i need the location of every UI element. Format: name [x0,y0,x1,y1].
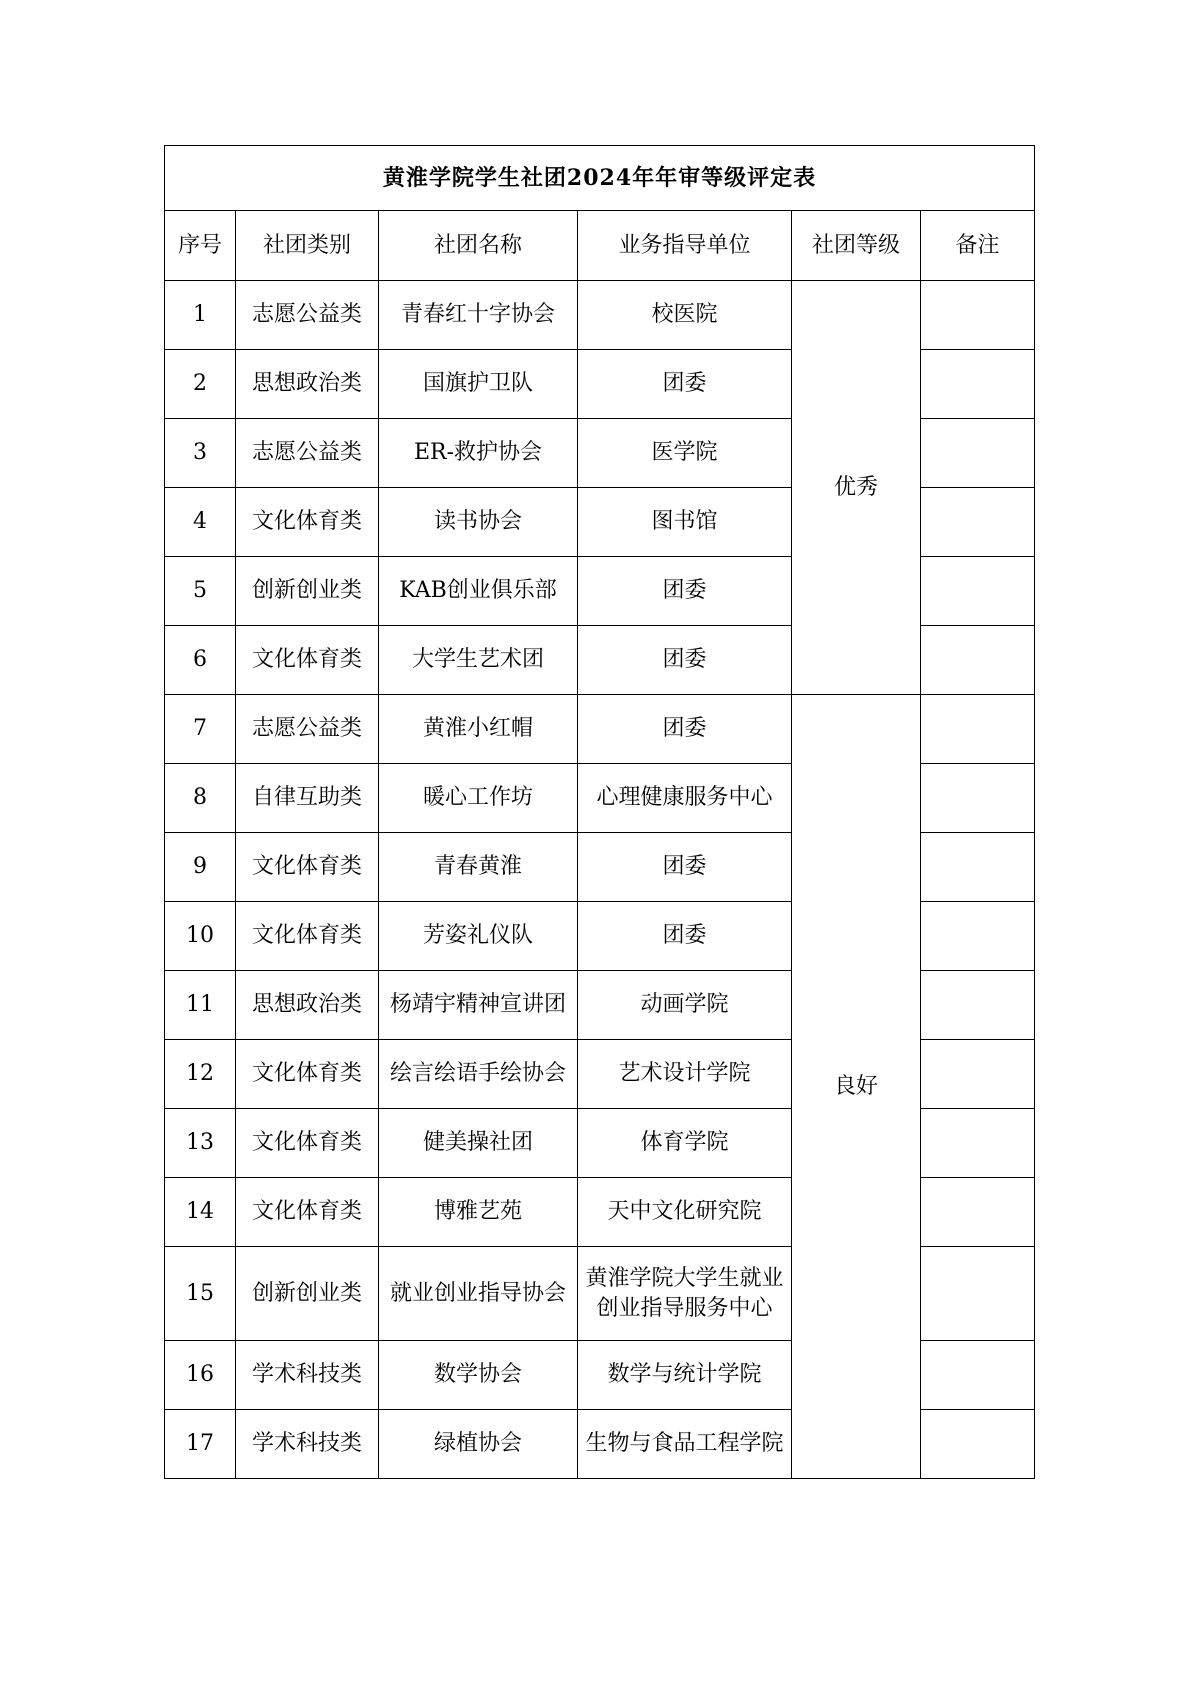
header-remark: 备注 [921,211,1035,281]
header-unit: 业务指导单位 [578,211,792,281]
header-name: 社团名称 [379,211,578,281]
row-category: 文化体育类 [236,626,379,695]
row-number: 10 [165,902,236,971]
row-number: 1 [165,281,236,350]
row-number: 11 [165,971,236,1040]
header-category: 社团类别 [236,211,379,281]
row-club-name: 黄淮小红帽 [379,695,578,764]
row-club-name: 青春黄淮 [379,833,578,902]
row-number: 7 [165,695,236,764]
row-remark [921,1178,1035,1247]
row-guidance-unit: 校医院 [578,281,792,350]
row-club-name: 大学生艺术团 [379,626,578,695]
row-category: 文化体育类 [236,833,379,902]
row-remark [921,902,1035,971]
row-number: 12 [165,1040,236,1109]
row-guidance-unit: 数学与统计学院 [578,1341,792,1410]
row-club-name: 芳姿礼仪队 [379,902,578,971]
row-remark [921,419,1035,488]
table-row [165,695,1035,764]
row-remark [921,350,1035,419]
row-guidance-unit: 体育学院 [578,1109,792,1178]
row-guidance-unit: 图书馆 [578,488,792,557]
row-number: 4 [165,488,236,557]
row-number: 6 [165,626,236,695]
row-remark [921,1247,1035,1341]
row-number: 17 [165,1410,236,1479]
row-remark [921,695,1035,764]
row-guidance-unit: 团委 [578,626,792,695]
row-remark [921,281,1035,350]
row-number: 16 [165,1341,236,1410]
row-category: 志愿公益类 [236,695,379,764]
row-category: 创新创业类 [236,557,379,626]
row-category: 学术科技类 [236,1341,379,1410]
row-category: 学术科技类 [236,1410,379,1479]
row-guidance-unit: 团委 [578,833,792,902]
row-remark [921,764,1035,833]
row-guidance-unit: 天中文化研究院 [578,1178,792,1247]
row-guidance-unit: 医学院 [578,419,792,488]
row-category: 思想政治类 [236,350,379,419]
row-category: 文化体育类 [236,488,379,557]
row-category: 志愿公益类 [236,419,379,488]
row-guidance-unit: 团委 [578,902,792,971]
row-remark [921,626,1035,695]
row-remark [921,1341,1035,1410]
row-category: 自律互助类 [236,764,379,833]
row-category: 文化体育类 [236,1040,379,1109]
row-number: 3 [165,419,236,488]
row-guidance-unit: 艺术设计学院 [578,1040,792,1109]
row-category: 文化体育类 [236,1109,379,1178]
row-club-name: ER-救护协会 [379,419,578,488]
row-remark [921,1410,1035,1479]
row-guidance-unit: 生物与食品工程学院 [578,1410,792,1479]
table-row [165,281,1035,350]
row-guidance-unit: 团委 [578,695,792,764]
row-category: 创新创业类 [236,1247,379,1341]
row-category: 文化体育类 [236,902,379,971]
row-club-name: 绿植协会 [379,1410,578,1479]
row-guidance-unit: 团委 [578,557,792,626]
row-number: 9 [165,833,236,902]
header-no: 序号 [165,211,236,281]
row-club-name: 绘言绘语手绘协会 [379,1040,578,1109]
row-remark [921,971,1035,1040]
row-club-name: 健美操社团 [379,1109,578,1178]
grade-cell: 优秀 [792,281,921,695]
row-remark [921,1109,1035,1178]
row-club-name: 杨靖宇精神宣讲团 [379,971,578,1040]
row-remark [921,488,1035,557]
grade-cell: 良好 [792,695,921,1479]
row-club-name: 青春红十字协会 [379,281,578,350]
row-club-name: 数学协会 [379,1341,578,1410]
row-category: 文化体育类 [236,1178,379,1247]
row-category: 志愿公益类 [236,281,379,350]
row-number: 15 [165,1247,236,1341]
row-club-name: KAB创业俱乐部 [379,557,578,626]
row-guidance-unit: 动画学院 [578,971,792,1040]
row-club-name: 博雅艺苑 [379,1178,578,1247]
row-number: 8 [165,764,236,833]
row-category: 思想政治类 [236,971,379,1040]
row-number: 2 [165,350,236,419]
header-grade: 社团等级 [792,211,921,281]
row-guidance-unit: 心理健康服务中心 [578,764,792,833]
table-title: 黄淮学院学生社团2024年年审等级评定表 [165,146,1035,211]
row-club-name: 就业创业指导协会 [379,1247,578,1341]
row-guidance-unit: 黄淮学院大学生就业创业指导服务中心 [578,1247,792,1341]
row-remark [921,833,1035,902]
row-guidance-unit: 团委 [578,350,792,419]
row-club-name: 国旗护卫队 [379,350,578,419]
row-club-name: 读书协会 [379,488,578,557]
row-number: 5 [165,557,236,626]
row-club-name: 暖心工作坊 [379,764,578,833]
row-remark [921,557,1035,626]
title-row [165,146,1035,211]
grade-table [164,145,1035,1479]
header-row [165,211,1035,281]
row-number: 13 [165,1109,236,1178]
row-remark [921,1040,1035,1109]
row-number: 14 [165,1178,236,1247]
